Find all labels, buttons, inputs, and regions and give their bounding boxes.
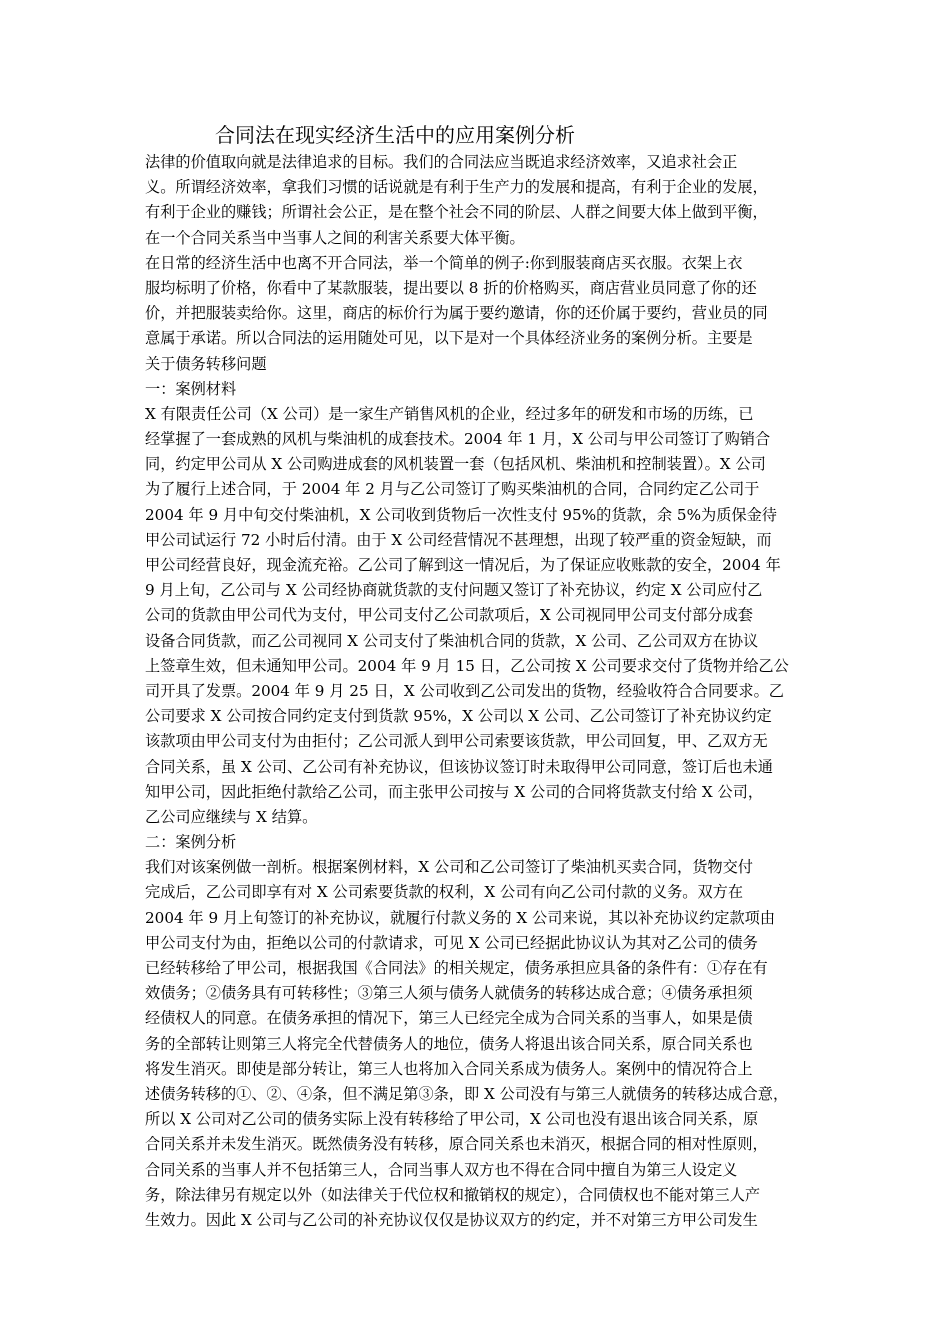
text-line: 在一个合同关系当中当事人之间的利害关系要大体平衡。 xyxy=(145,228,525,247)
text-line: X 有限责任公司（X 公司）是一家生产销售风机的企业，经过多年的研发和市场的历练，已 xyxy=(145,404,754,423)
document-body xyxy=(145,120,815,1233)
text-line: 合同关系的当事人并不包括第三人，合同当事人双方也不得在合同中擅自为第三人设定义 xyxy=(145,1160,738,1179)
text-line: 2004 年 9 月中旬交付柴油机，X 公司收到货物后一次性支付 95%的货款，余 5%为质保金待 xyxy=(145,505,777,524)
text-line: 效债务；②债务具有可转移性；③第三人须与债务人就债务的转移达成合意；④债务承担须 xyxy=(145,984,753,1003)
text-line: 务，除法律另有规定以外（如法律关于代位权和撤销权的规定），合同债权也不能对第三人产 xyxy=(145,1185,761,1204)
document-title: 合同法在现实经济生活中的应用案例分析 xyxy=(215,123,575,147)
text-line: 义。所谓经济效率，拿我们习惯的话说就是有利于生产力的发展和提高，有利于企业的发展， xyxy=(145,178,768,197)
text-line: 我们对该案例做一剖析。根据案例材料，X 公司和乙公司签订了柴油机买卖合同，货物交付 xyxy=(145,858,753,877)
text-line: 一：案例材料 xyxy=(145,379,237,398)
text-line: 设备合同货款，而乙公司视同 X 公司支付了柴油机合同的货款，X 公司、乙公司双方在协议 xyxy=(145,631,759,650)
text-line: 所以 X 公司对乙公司的债务实际上没有转移给了甲公司，X 公司也没有退出该合同关系，原 xyxy=(145,1110,759,1129)
text-line: 已经转移给了甲公司，根据我国《合同法》的相关规定，债务承担应具备的条件有：①存在有 xyxy=(145,959,768,977)
text-line: 服均标明了价格，你看中了某款服装，提出要以 8 折的价格购买，商店营业员同意了你的还 xyxy=(145,278,757,297)
text-line: 该款项由甲公司支付为由拒付；乙公司派人到甲公司索要该货款，甲公司回复，甲、乙双方无 xyxy=(145,732,768,751)
text-line: 同，约定甲公司从 X 公司购进成套的风机装置一套（包括风机、柴油机和控制装置）。X 公司 xyxy=(145,455,766,474)
text-line: 完成后，乙公司即享有对 X 公司索要货款的权利，X 公司有向乙公司付款的义务。双方在 xyxy=(145,883,744,902)
text-line: 意属于承诺。所以合同法的运用随处可见，以下是对一个具体经济业务的案例分析。主要是 xyxy=(145,329,753,348)
document-text xyxy=(145,150,815,1233)
text-line: 公司的货款由甲公司代为支付，甲公司支付乙公司款项后，X 公司视同甲公司支付部分成套 xyxy=(145,606,753,625)
text-line: 法律的价值取向就是法律追求的目标。我们的合同法应当既追求经济效率，又追求社会正 xyxy=(145,153,738,171)
text-line: 价，并把服装卖给你。这里，商店的标价行为属于要约邀请，你的还价属于要约，营业员的同 xyxy=(145,304,768,323)
text-line: 合同关系并未发生消灭。既然债务没有转移，原合同关系也未消灭，根据合同的相对性原则， xyxy=(145,1135,768,1154)
text-line: 经债权人的同意。在债务承担的情况下，第三人已经完全成为合同关系的当事人，如果是债 xyxy=(145,1009,753,1028)
text-line: 经掌握了一套成熟的风机与柴油机的成套技术。2004 年 1 月，X 公司与甲公司签订了购销合 xyxy=(145,430,771,449)
text-line: 9 月上旬，乙公司与 X 公司经协商就货款的支付问题又签订了补充协议，约定 X 公司应付乙 xyxy=(145,581,763,600)
text-line: 甲公司支付为由，拒绝以公司的付款请求，可见 X 公司已经据此协议认为其对乙公司的债务 xyxy=(145,933,758,952)
text-line: 公司要求 X 公司按合同约定支付到货款 95%，X 公司以 X 公司、乙公司签订了补充协议约定 xyxy=(145,707,772,726)
text-line: 生效力。因此 X 公司与乙公司的补充协议仅仅是协议双方的约定，并不对第三方甲公司发生 xyxy=(145,1210,758,1229)
text-line: 为了履行上述合同，于 2004 年 2 月与乙公司签订了购买柴油机的合同，合同约定乙公司于 xyxy=(145,480,760,499)
text-line: 合同关系，虽 X 公司、乙公司有补充协议，但该协议签订时未取得甲公司同意，签订后也未通 xyxy=(145,757,773,776)
text-line: 在日常的经济生活中也离不开合同法，举一个简单的例子:你到服装商店买衣服。衣架上衣 xyxy=(145,253,743,272)
text-line: 2004 年 9 月上旬签订的补充协议，就履行付款义务的 X 公司来说，其以补充协议约定款项由 xyxy=(145,908,776,927)
text-line: 司开具了发票。2004 年 9 月 25 日，X 公司收到乙公司发出的货物，经验收符合合同要求。乙 xyxy=(145,681,784,700)
text-line: 甲公司试运行 72 小时后付清。由于 X 公司经营情况不甚理想，出现了较严重的资金短缺，而 xyxy=(145,530,772,549)
text-line: 将发生消灭。即使是部分转让，第三人也将加入合同关系成为债务人。案例中的情况符合上 xyxy=(145,1059,753,1078)
text-line: 关于债务转移问题 xyxy=(145,354,267,373)
text-line: 述债务转移的①、②、④条，但不满足第③条，即 X 公司没有与第三人就债务的转移达成合意， xyxy=(145,1084,789,1103)
text-line: 上签章生效，但未通知甲公司。2004 年 9 月 15 日，乙公司按 X 公司要求交付了货物并给乙公 xyxy=(145,656,789,675)
text-line: 乙公司应继续与 X 结算。 xyxy=(145,807,318,826)
text-line: 有利于企业的赚钱；所谓社会公正，是在整个社会不同的阶层、人群之间要大体上做到平衡， xyxy=(145,203,768,222)
text-line: 甲公司经营良好，现金流充裕。乙公司了解到这一情况后，为了保证应收账款的安全，2004 年 xyxy=(145,556,781,574)
text-line: 二：案例分析 xyxy=(145,833,237,852)
text-line: 务的全部转让则第三人将完全代替债务人的地位，债务人将退出该合同关系，原合同关系也 xyxy=(145,1034,753,1053)
text-line: 知甲公司，因此拒绝付款给乙公司，而主张甲公司按与 X 公司的合同将货款支付给 X 公司， xyxy=(145,782,764,801)
